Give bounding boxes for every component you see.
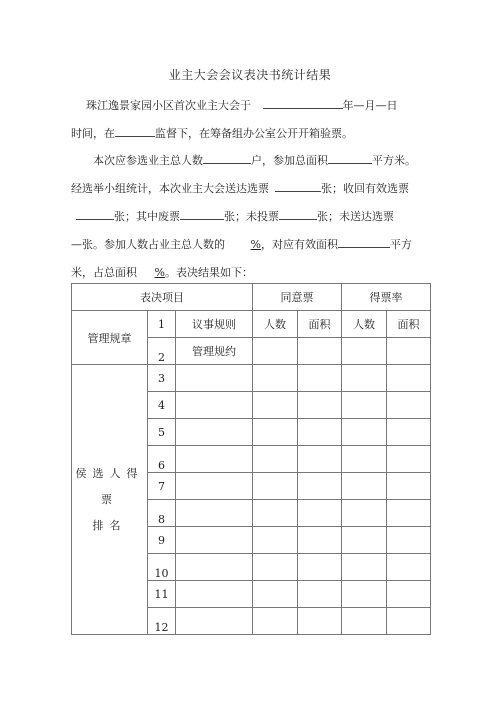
rule-name: 议事规则: [176, 311, 253, 338]
text: 。表决结果如下：: [164, 266, 253, 279]
blank-field: [338, 236, 390, 248]
rule-name: 管理规约: [176, 338, 253, 365]
blank-field: [180, 208, 224, 220]
blank-field: [275, 180, 321, 192]
paragraph-line-6: [71, 236, 412, 252]
row-number: 4: [148, 392, 176, 419]
row-number: 11: [148, 581, 176, 608]
text: 年—月—日: [342, 99, 398, 112]
text: 经选举小组统计，本次业主大会送达选票: [71, 182, 269, 195]
row-number: 3: [148, 365, 176, 392]
paragraph-line-3: [93, 152, 416, 168]
text: 张；其中废票: [114, 210, 180, 223]
row-number: 5: [148, 419, 176, 446]
text: 珠江逸景家园小区首次业主大会于: [86, 99, 251, 112]
document-title: 业主大会会议表决书统计结果: [168, 68, 332, 82]
table-cell: [253, 338, 298, 365]
candidates-label: [72, 365, 148, 635]
text: ，对应有效面积: [260, 238, 338, 251]
paragraph-line-5: [76, 208, 394, 224]
col-area: 面积: [298, 311, 342, 338]
row-number: 12: [148, 608, 176, 635]
row-number: 8: [148, 500, 176, 527]
text: 张；未送达选票: [317, 210, 394, 223]
vote-results-table: [71, 283, 431, 635]
text: 米，占总面积: [71, 266, 137, 279]
row-number: 9: [148, 527, 176, 554]
col-area: 面积: [387, 311, 431, 338]
row-number: 7: [148, 473, 176, 500]
header-item: 表决项目: [72, 284, 253, 311]
table-row: [72, 365, 431, 392]
text: 张；未投票: [224, 210, 279, 223]
header-rate: 得票率: [342, 284, 431, 311]
paragraph-line-1: [86, 97, 398, 113]
blank-field: [115, 125, 155, 137]
text: 本次应参选业主总人数: [93, 154, 203, 167]
table-cell: [342, 338, 387, 365]
text: 张；收回有效选票: [321, 182, 409, 195]
row-number: 2: [148, 338, 176, 365]
col-people: 人数: [253, 311, 298, 338]
table-cell: [387, 338, 431, 365]
blank-field: [328, 152, 372, 164]
text: 平方: [389, 238, 412, 251]
percent-sign: %: [250, 238, 261, 251]
table-cell: [298, 338, 342, 365]
row-number: 1: [148, 311, 176, 338]
text: —张。参加人数占业主总人数的: [71, 238, 225, 251]
paragraph-line-7: [71, 264, 253, 280]
row-number: 6: [148, 446, 176, 473]
blank-field: [203, 152, 251, 164]
text: 时间，在: [71, 127, 115, 140]
candidates-label-line2: 排名: [92, 518, 127, 532]
table-header-row: [72, 284, 431, 311]
rules-label: 管理规章: [72, 311, 148, 365]
percent-sign: %: [154, 266, 165, 279]
candidates-label-line1: 侯选人得票: [75, 466, 144, 506]
text: 平方米。: [372, 154, 416, 167]
col-people: 人数: [342, 311, 387, 338]
blank-field: [279, 208, 317, 220]
row-number: 10: [148, 554, 176, 581]
blank-field: [76, 208, 114, 220]
blank-field: [263, 97, 343, 109]
paragraph-line-2: [71, 125, 353, 141]
header-agree: 同意票: [253, 284, 342, 311]
paragraph-line-4: [71, 180, 409, 196]
text: 监督下，在筹备组办公室公开开箱验票。: [155, 127, 353, 140]
table-row: [72, 311, 431, 338]
text: 户，参加总面积: [251, 154, 328, 167]
